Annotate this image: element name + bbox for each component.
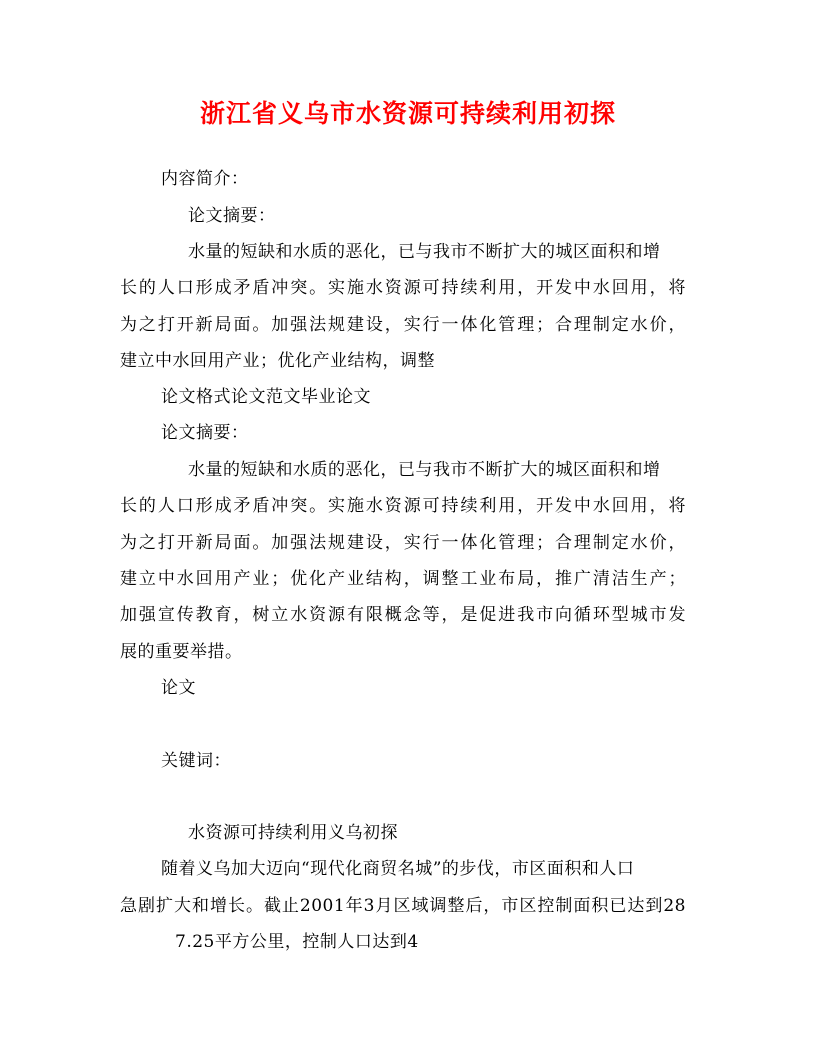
paragraph-line: 建立中水回用产业；优化产业结构，调整: [120, 351, 435, 371]
abstract-label: 论文摘要：: [161, 423, 249, 443]
paragraph-line: 建立中水回用产业；优化产业结构，调整工业布局，推广清洁生产；: [120, 569, 686, 589]
intro-label: 内容简介：: [161, 169, 249, 189]
category-line: 论文格式论文范文毕业论文: [161, 387, 371, 407]
abstract-label: 论文摘要：: [188, 206, 276, 226]
paragraph-line: 急剧扩大和增长。截止2001年3月区域调整后，市区控制面积已达到28: [120, 896, 686, 916]
paragraph-line: 为之打开新局面。加强法规建设，实行一体化管理；合理制定水价，: [120, 533, 686, 553]
paragraph-line: 展的重要举措。: [120, 642, 243, 662]
paragraph-line: 水量的短缺和水质的恶化，已与我市不断扩大的城区面积和增: [188, 242, 661, 262]
paragraph-line: 7.25平方公里，控制人口达到4: [175, 932, 419, 952]
paragraph-line: 长的人口形成矛盾冲突。实施水资源可持续利用，开发中水回用，将: [120, 496, 686, 516]
paper-label: 论文: [161, 678, 196, 698]
paragraph-line: 长的人口形成矛盾冲突。实施水资源可持续利用，开发中水回用，将: [120, 278, 686, 298]
document-title: 浙江省义乌市水资源可持续利用初探: [199, 99, 616, 128]
paragraph-line: 随着义乌加大迈向“现代化商贸名城”的步伐，市区面积和人口: [161, 859, 635, 879]
paragraph-line: 水量的短缺和水质的恶化，已与我市不断扩大的城区面积和增: [188, 460, 661, 480]
paragraph-line: 为之打开新局面。加强法规建设，实行一体化管理；合理制定水价，: [120, 315, 686, 335]
keywords-line: 水资源可持续利用义乌初探: [188, 823, 398, 843]
paragraph-line: 加强宣传教育，树立水资源有限概念等，是促进我市向循环型城市发: [120, 605, 686, 625]
keywords-label: 关键词：: [161, 751, 231, 771]
